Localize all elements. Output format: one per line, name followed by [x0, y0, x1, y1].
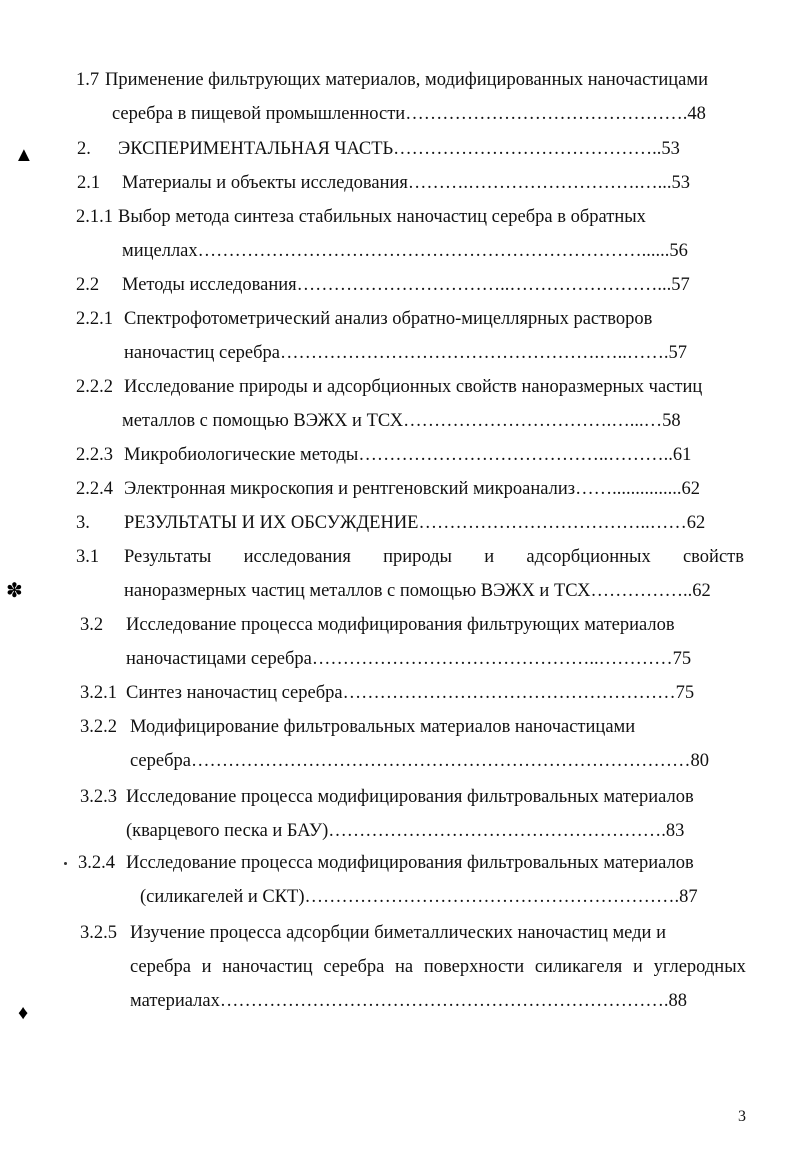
- scan-mark: ✽: [6, 580, 23, 602]
- toc-number: 3.: [76, 513, 90, 533]
- word: силикагеля: [534, 957, 623, 977]
- word: исследования: [243, 547, 351, 567]
- toc-number: 2.2.4: [76, 479, 113, 499]
- toc-entry-text: наночастицами серебра………………………………………..…………75: [126, 649, 692, 669]
- toc-number: 2.2.3: [76, 445, 113, 465]
- word: адсорбционных: [526, 547, 651, 567]
- toc-number: 1.7: [76, 70, 100, 90]
- toc-entry-text: Применение фильтрующих материалов, модифицированных наночастицами: [105, 70, 708, 90]
- toc-number: 3.2.2: [80, 717, 117, 737]
- scan-mark: ▲: [14, 144, 34, 166]
- toc-entry-text: Исследование процесса модифицирования фильтровальных материалов: [126, 787, 694, 807]
- word: наночастиц: [222, 957, 313, 977]
- word: свойств: [682, 547, 744, 567]
- toc-entry-text: серебра в пищевой промышленности……………………………………….48: [112, 104, 706, 124]
- toc-entry-text: наночастиц серебра…………………………………………….…..…….57: [124, 343, 688, 363]
- toc-entry-text: серебра………………………………………………………………………80: [130, 751, 709, 771]
- toc-entry-text: (силикагелей и СКТ)…………………………………………………….87: [140, 887, 698, 907]
- toc-entry-text: (кварцевого песка и БАУ)……………………………………………….83: [126, 821, 685, 841]
- toc-entry-text: мицеллах………………………………………………………………......56: [122, 241, 688, 261]
- toc-entry-text: РЕЗУЛЬТАТЫ И ИХ ОБСУЖДЕНИЕ………………………………..……62: [124, 513, 706, 533]
- toc-number: 3.1: [76, 547, 100, 567]
- toc-number: 3.2.4: [78, 853, 115, 873]
- word: и: [484, 547, 495, 567]
- toc-number: 2.1.1: [76, 207, 113, 227]
- word: поверхности: [423, 957, 525, 977]
- scan-mark: ♦: [18, 1002, 29, 1024]
- toc-entry-text: Исследование процесса модифицирования фильтровальных материалов: [126, 853, 694, 873]
- toc-entry-text: Микробиологические методы…………………………………..………..61: [124, 445, 692, 465]
- toc-entry-text: ЭКСПЕРИМЕНТАЛЬНАЯ ЧАСТЬ……………………………………..53: [118, 139, 680, 159]
- toc-entry-text: Методы исследования……………………………..……………………...57: [122, 275, 690, 295]
- toc-entry-text: Выбор метода синтеза стабильных наночастиц серебра в обратных: [118, 207, 646, 227]
- toc-entry-text: металлов с помощью ВЭЖХ и ТСХ…………………………….…...…58: [122, 411, 681, 431]
- word: серебра: [323, 957, 385, 977]
- toc-number: 2.2: [76, 275, 100, 295]
- word: Результаты: [124, 547, 212, 567]
- toc-number: 2.2.1: [76, 309, 113, 329]
- toc-number: 3.2.1: [80, 683, 117, 703]
- toc-entry-justified-line: [124, 546, 744, 568]
- toc-entry-justified-line: [130, 956, 746, 978]
- toc-entry-text: Модифицирование фильтровальных материалов наночастицами: [130, 717, 636, 737]
- toc-number: 2.2.2: [76, 377, 113, 397]
- toc-entry-text: Синтез наночастиц серебра………………………………………………75: [126, 683, 695, 703]
- toc-number: 3.2.3: [80, 787, 117, 807]
- toc-entry-text: Электронная микроскопия и рентгеновский микроанализ……...............62: [124, 479, 700, 499]
- word: на: [395, 957, 414, 977]
- toc-number: 2.: [77, 139, 91, 159]
- toc-entry-text: Исследование процесса модифицирования фильтрующих материалов: [126, 615, 675, 635]
- toc-number: 2.1: [77, 173, 101, 193]
- toc-number: 3.2: [80, 615, 104, 635]
- word: и: [632, 957, 643, 977]
- toc-entry-text: Исследование природы и адсорбционных свойств наноразмерных частиц: [124, 377, 703, 397]
- word: природы: [383, 547, 452, 567]
- toc-entry-text: материалах……………………………………………………………….88: [130, 991, 687, 1011]
- toc-number: 3.2.5: [80, 923, 117, 943]
- toc-entry-text: Материалы и объекты исследования……….……………………….…...53: [122, 173, 690, 193]
- toc-entry-text: наноразмерных частиц металлов с помощью ВЭЖХ и ТСХ……………..62: [124, 581, 711, 601]
- page-number: 3: [738, 1108, 746, 1125]
- word: серебра: [130, 957, 191, 977]
- scan-dot: [64, 862, 67, 865]
- word: и: [201, 957, 212, 977]
- word: углеродных: [653, 957, 746, 977]
- toc-entry-text: Изучение процесса адсорбции биметаллических наночастиц меди и: [130, 923, 666, 943]
- toc-entry-text: Спектрофотометрический анализ обратно-мицеллярных растворов: [124, 309, 653, 329]
